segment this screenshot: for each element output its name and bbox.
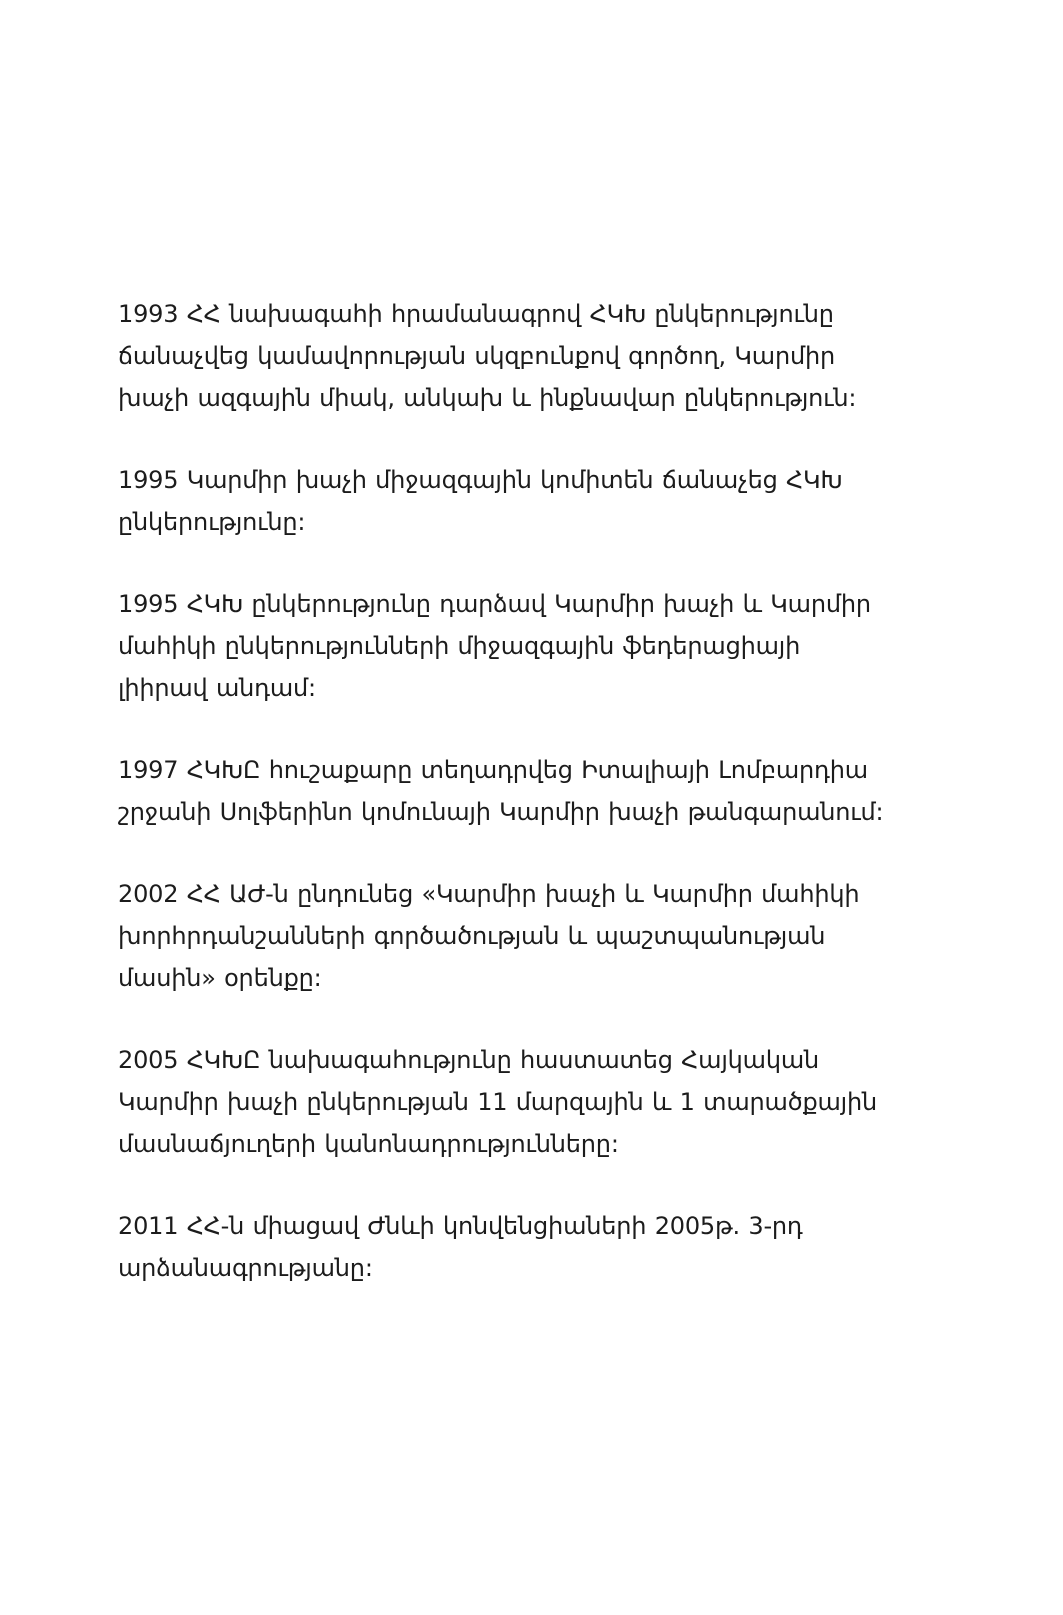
timeline-entry-1997: 1997 ՀԿԽԸ հուշաքարը տեղադրվեց Իտալիայի Լոմբարդիա շրջանի Սոլֆերինո կոմունայի Կարմիր խաչի թանգարանում:: [118, 756, 884, 826]
timeline-list: [118, 293, 898, 1329]
timeline-entry-1993: 1993 ՀՀ նախագահի հրամանագրով ՀԿԽ ընկերությունը ճանաչվեց կամավորության սկզբունքով գործող, Կարմիր խաչի ազգային միակ, անկախ և ինքնավար ընկերություն:: [118, 300, 857, 412]
timeline-entry-1995-ifrc: 1995 ՀԿԽ ընկերությունը դարձավ Կարմիր խաչի և Կարմիր մահիկի ընկերությունների միջազգային ֆեդերացիայի լիիրավ անդամ:: [118, 590, 871, 702]
timeline-entry-1995-icrc: 1995 Կարմիր խաչի միջազգային կոմիտեն ճանաչեց ՀԿԽ ընկերությունը:: [118, 466, 843, 536]
timeline-entry-2011: 2011 ՀՀ-ն միացավ Ժնևի կոնվենցիաների 2005թ. 3-րդ արձանագրությանը:: [118, 1212, 803, 1282]
timeline-entry-2002: 2002 ՀՀ ԱԺ-ն ընդունեց «Կարմիր խաչի և Կարմիր մահիկի խորհրդանշանների գործածության և պաշտպանության մասին» օրենքը:: [118, 880, 860, 992]
timeline-entry-2005: 2005 ՀԿԽԸ նախագահությունը հաստատեց Հայկական Կարմիր խաչի ընկերության 11 մարզային և 1 տարածքային մասնաճյուղերի կանոնադրությունները:: [118, 1046, 878, 1158]
